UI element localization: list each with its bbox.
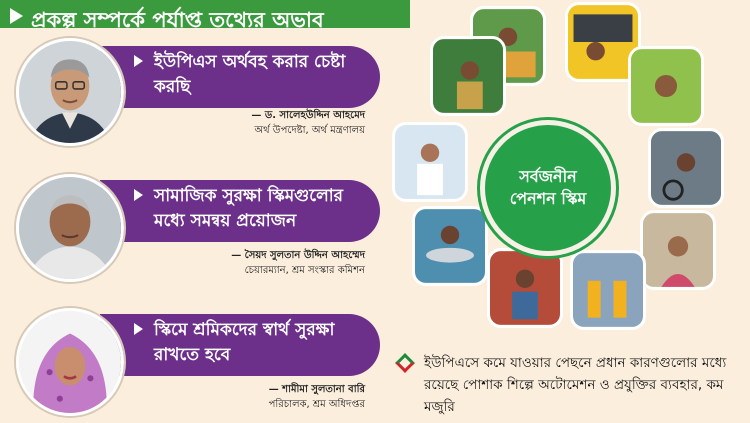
hub-line2: পেনশন স্কিম (509, 189, 587, 208)
quote-text: ইউপিএস অর্থবহ করার চেষ্টা করছি (154, 52, 346, 97)
quote-box (100, 46, 380, 108)
info-note (398, 352, 750, 418)
man-portrait-icon (19, 177, 121, 279)
nurse-photo-icon (395, 125, 465, 199)
note-text: ইউপিএসে কমে যাওয়ার পেছনে প্রধান কারণগুলোর মধ্যে রয়েছে পোশাক শিল্পে অটোমেশন ও প্রযুক্তির ব্যবহার, কম মজুরি (424, 355, 727, 415)
photo-nurse (392, 122, 468, 202)
garment-worker-photo-icon (643, 213, 713, 287)
portrait-avatar (16, 308, 124, 416)
play-arrow-icon (134, 55, 143, 67)
banner-title: প্রকল্প সম্পর্কে পর্যাপ্ত তথ্যের অভাব (31, 8, 324, 28)
photo-construction (570, 250, 646, 330)
hub-line1: সর্বজনীন (519, 167, 577, 186)
portrait-avatar (16, 38, 124, 146)
photo-porter (487, 248, 563, 328)
fisherman-photo-icon (415, 209, 485, 283)
speaker-name: — শামীমা সুলতানা বারি (268, 384, 365, 395)
construction-workers-photo-icon (573, 253, 643, 327)
quote-row (0, 166, 390, 286)
play-arrow-icon (134, 189, 143, 201)
quote-text: সামাজিক সুরক্ষা স্কিমগুলোর মধ্যে সমন্বয় প্রয়োজন (154, 186, 344, 231)
quote-box (100, 180, 380, 242)
photo-farmer (628, 46, 704, 126)
photo-fisherman (412, 206, 488, 286)
quote-text: স্কিমে শ্রমিকদের স্বার্থ সুরক্ষা রাখতে হবে (154, 320, 335, 365)
rickshaw-puller-photo-icon (651, 131, 721, 205)
quote-box (100, 314, 380, 376)
header-banner (0, 0, 410, 28)
quote-row (0, 30, 390, 150)
photo-shopkeeper (430, 36, 506, 116)
shopkeeper-photo-icon (433, 39, 503, 113)
pension-scheme-hub (480, 120, 616, 256)
portrait-avatar (16, 174, 124, 282)
woman-portrait-icon (19, 311, 121, 413)
speaker-title: পরিচালক, শ্রম অধিদপ্তর (268, 399, 365, 410)
speaker-title: চেয়ারম্যান, শ্রম সংস্কার কমিশন (244, 265, 365, 276)
attribution (150, 108, 365, 138)
speaker-name: — সৈয়দ সুলতান উদ্দিন আহম্মেদ (231, 250, 365, 261)
attribution (150, 248, 365, 278)
photo-garment-worker (640, 210, 716, 290)
play-arrow-icon (10, 8, 23, 24)
speaker-title: অর্থ উপদেষ্টা, অর্থ মন্ত্রণালয় (254, 125, 365, 136)
quote-row (0, 300, 390, 420)
farmer-photo-icon (631, 49, 701, 123)
man-portrait-icon (19, 41, 121, 143)
attribution (150, 382, 365, 412)
photo-rickshaw (648, 128, 724, 208)
porter-photo-icon (490, 251, 560, 325)
play-arrow-icon (134, 323, 143, 335)
speaker-name: — ড. সালেহউদ্দিন আহমেদ (251, 110, 365, 121)
